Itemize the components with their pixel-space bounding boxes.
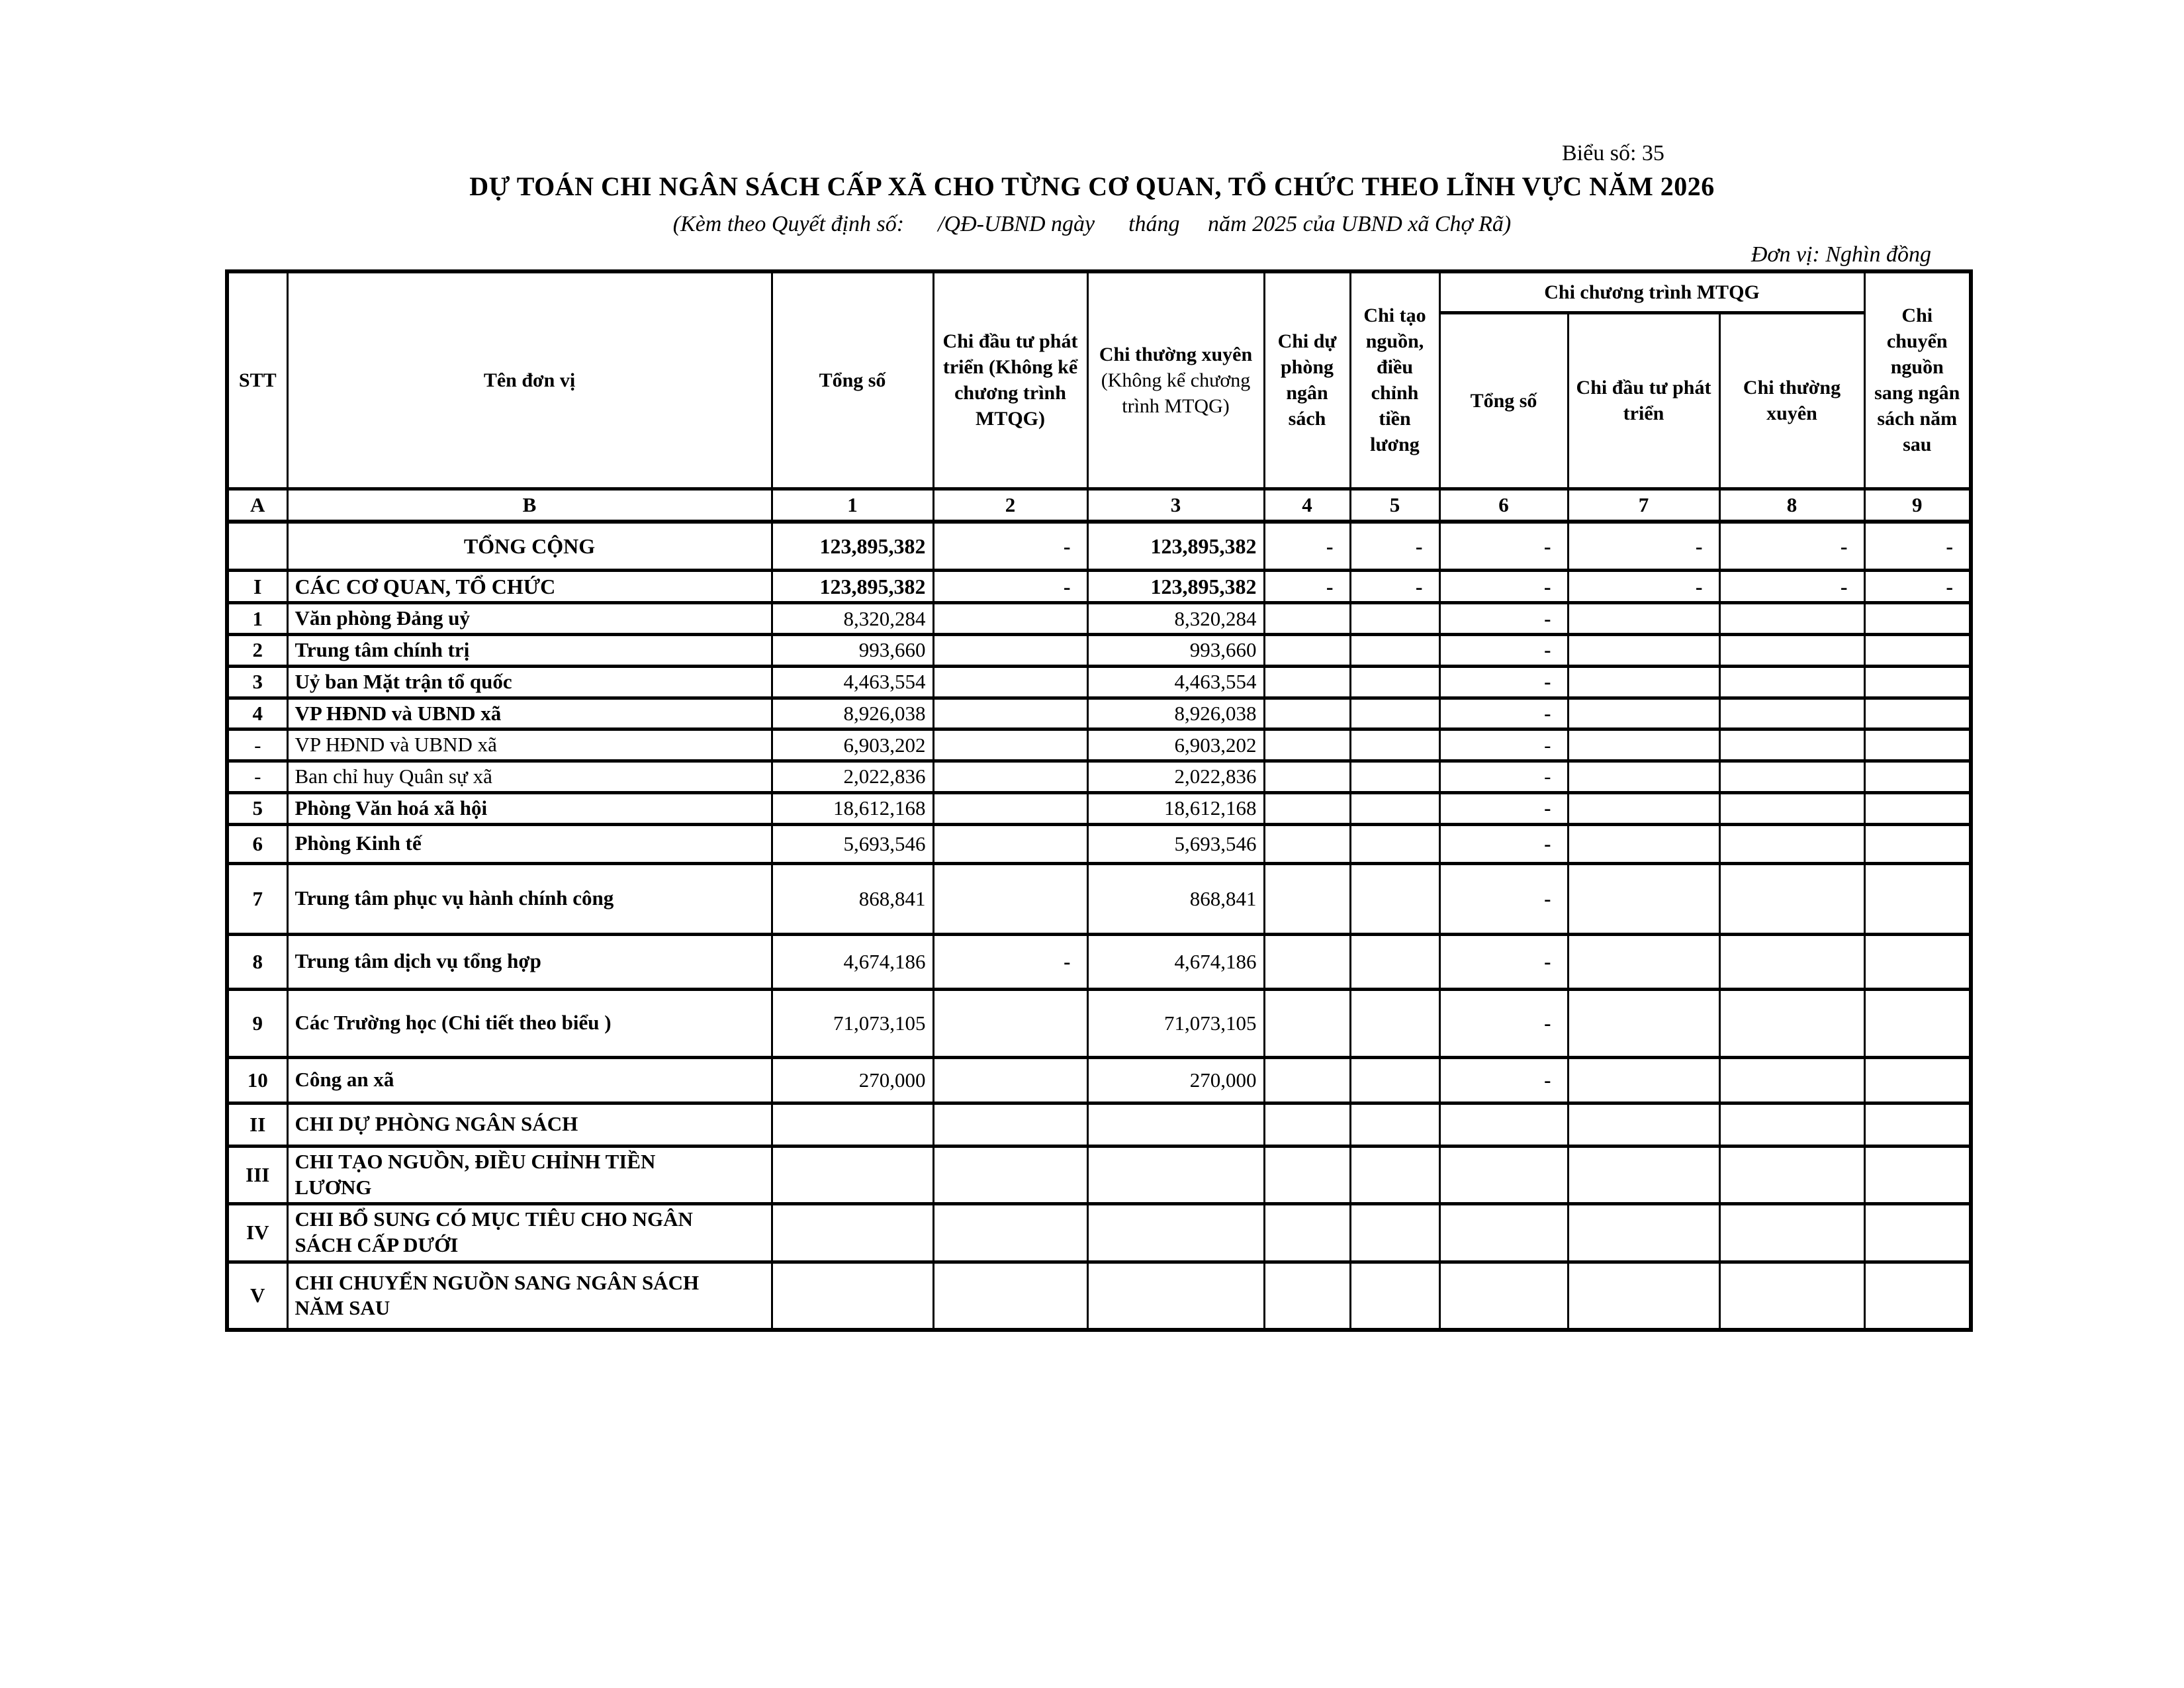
- value-cell: [1264, 1146, 1350, 1203]
- value-cell: -: [1864, 522, 1971, 571]
- value-cell: [1264, 792, 1350, 824]
- stt-cell: 3: [227, 666, 287, 698]
- value-cell: [1264, 934, 1350, 989]
- value-cell: -: [1439, 761, 1568, 793]
- unit-name-cell: CHI DỰ PHÒNG NGÂN SÁCH: [287, 1103, 772, 1146]
- value-cell: 71,073,105: [772, 989, 933, 1057]
- value-cell: [1568, 989, 1719, 1057]
- value-cell: [1087, 1203, 1264, 1262]
- value-cell: [1350, 824, 1439, 863]
- stt-cell: 4: [227, 698, 287, 729]
- value-cell: [1350, 989, 1439, 1057]
- unit-name-cell: CHI TẠO NGUỒN, ĐIỀU CHỈNH TIỀN LƯƠNG: [287, 1146, 772, 1203]
- value-cell: [933, 989, 1087, 1057]
- value-cell: [1568, 1262, 1719, 1330]
- budget-table: [225, 269, 1973, 1332]
- value-cell: [1087, 1262, 1264, 1330]
- value-cell: -: [1439, 792, 1568, 824]
- table-row: [227, 522, 1971, 571]
- value-cell: 123,895,382: [1087, 522, 1264, 571]
- col-header-chi-thuong-xuyen-bold: Chi thường xuyên: [1099, 343, 1253, 365]
- unit-name-cell: Trung tâm dịch vụ tổng hợp: [287, 934, 772, 989]
- stt-cell: V: [227, 1262, 287, 1330]
- value-cell: [772, 1203, 933, 1262]
- unit-name-cell: CHI BỔ SUNG CÓ MỤC TIÊU CHO NGÂN SÁCH CẤP DƯỚI: [287, 1203, 772, 1262]
- value-cell: [1719, 1146, 1864, 1203]
- value-cell: -: [1439, 522, 1568, 571]
- value-cell: 4,463,554: [772, 666, 933, 698]
- value-cell: [933, 698, 1087, 729]
- value-cell: [1864, 792, 1971, 824]
- value-cell: [1264, 863, 1350, 934]
- value-cell: 993,660: [1087, 635, 1264, 667]
- value-cell: 270,000: [1087, 1057, 1264, 1103]
- value-cell: 8,926,038: [1087, 698, 1264, 729]
- table-row: [227, 1103, 1971, 1146]
- value-cell: 6,903,202: [772, 729, 933, 761]
- table-row: [227, 635, 1971, 667]
- value-cell: [1264, 824, 1350, 863]
- unit-name-cell: Các Trường học (Chi tiết theo biểu ): [287, 989, 772, 1057]
- col-letter: 4: [1264, 489, 1350, 522]
- value-cell: [1350, 863, 1439, 934]
- value-cell: [933, 1203, 1087, 1262]
- stt-cell: III: [227, 1146, 287, 1203]
- value-cell: [1864, 934, 1971, 989]
- unit-name-cell: Uỷ ban Mặt trận tổ quốc: [287, 666, 772, 698]
- value-cell: -: [1439, 1057, 1568, 1103]
- value-cell: 6,903,202: [1087, 729, 1264, 761]
- unit-name-cell: Văn phòng Đảng uỷ: [287, 603, 772, 635]
- unit-name-cell: CÁC CƠ QUAN, TỔ CHỨC: [287, 571, 772, 603]
- value-cell: [1719, 989, 1864, 1057]
- value-cell: 868,841: [1087, 863, 1264, 934]
- value-cell: [933, 1146, 1087, 1203]
- value-cell: -: [1719, 522, 1864, 571]
- table-row: [227, 571, 1971, 603]
- value-cell: [1719, 1262, 1864, 1330]
- col-header-stt: STT: [227, 271, 287, 489]
- value-cell: [1568, 1146, 1719, 1203]
- col-letter: 7: [1568, 489, 1719, 522]
- table-row: [227, 1057, 1971, 1103]
- value-cell: -: [1439, 698, 1568, 729]
- table-header: [227, 271, 1971, 522]
- value-cell: 4,674,186: [772, 934, 933, 989]
- value-cell: [1719, 635, 1864, 667]
- table-row: [227, 1146, 1971, 1203]
- stt-cell: 2: [227, 635, 287, 667]
- value-cell: [1719, 1203, 1864, 1262]
- value-cell: 2,022,836: [772, 761, 933, 793]
- value-cell: 123,895,382: [772, 571, 933, 603]
- value-cell: [772, 1146, 933, 1203]
- value-cell: -: [933, 571, 1087, 603]
- value-cell: [1568, 934, 1719, 989]
- value-cell: [1568, 1057, 1719, 1103]
- stt-cell: -: [227, 761, 287, 793]
- col-letter: 3: [1087, 489, 1264, 522]
- value-cell: [933, 1103, 1087, 1146]
- col-header-chi-du-phong: Chi dự phòng ngân sách: [1264, 271, 1350, 489]
- value-cell: [1264, 666, 1350, 698]
- value-cell: 123,895,382: [772, 522, 933, 571]
- value-cell: -: [1439, 603, 1568, 635]
- value-cell: [1864, 729, 1971, 761]
- col-letter: 9: [1864, 489, 1971, 522]
- value-cell: [1350, 1057, 1439, 1103]
- value-cell: -: [933, 522, 1087, 571]
- stt-cell: I: [227, 571, 287, 603]
- table-body: [227, 522, 1971, 1330]
- stt-cell: 9: [227, 989, 287, 1057]
- value-cell: [1719, 1057, 1864, 1103]
- unit-name-cell: Trung tâm phục vụ hành chính công: [287, 863, 772, 934]
- value-cell: [1864, 666, 1971, 698]
- form-number: Biểu số: 35: [1562, 141, 1664, 165]
- table-row: [227, 792, 1971, 824]
- stt-cell: 6: [227, 824, 287, 863]
- value-cell: [1719, 729, 1864, 761]
- page-title: DỰ TOÁN CHI NGÂN SÁCH CẤP XÃ CHO TỪNG CƠ QUAN, TỔ CHỨC THEO LĨNH VỰC NĂM 2026: [469, 171, 1715, 201]
- value-cell: [1264, 1103, 1350, 1146]
- table-row: [227, 761, 1971, 793]
- value-cell: -: [1350, 571, 1439, 603]
- value-cell: [1568, 666, 1719, 698]
- col-header-mtqg-chi-dau-tu: Chi đầu tư phát triển: [1568, 312, 1719, 489]
- table-row: [227, 863, 1971, 934]
- table-row: [227, 603, 1971, 635]
- value-cell: 123,895,382: [1087, 571, 1264, 603]
- col-header-chi-tao-nguon: Chi tạo nguồn, điều chỉnh tiền lương: [1350, 271, 1439, 489]
- value-cell: [1568, 761, 1719, 793]
- value-cell: 5,693,546: [772, 824, 933, 863]
- stt-cell: II: [227, 1103, 287, 1146]
- unit-name-cell: VP HĐND và UBND xã: [287, 698, 772, 729]
- stt-cell: -: [227, 729, 287, 761]
- value-cell: [1719, 1103, 1864, 1146]
- value-cell: [1264, 635, 1350, 667]
- value-cell: [1264, 1057, 1350, 1103]
- value-cell: [1719, 698, 1864, 729]
- unit-name-cell: Trung tâm chính trị: [287, 635, 772, 667]
- value-cell: [1264, 1203, 1350, 1262]
- value-cell: -: [1439, 863, 1568, 934]
- value-cell: [1439, 1203, 1568, 1262]
- value-cell: -: [1439, 635, 1568, 667]
- stt-cell: 5: [227, 792, 287, 824]
- value-cell: -: [1264, 522, 1350, 571]
- value-cell: 4,674,186: [1087, 934, 1264, 989]
- value-cell: -: [1439, 934, 1568, 989]
- value-cell: [1350, 934, 1439, 989]
- value-cell: [933, 1262, 1087, 1330]
- value-cell: 4,463,554: [1087, 666, 1264, 698]
- value-cell: [1568, 792, 1719, 824]
- value-cell: [933, 824, 1087, 863]
- unit-name-cell: Phòng Kinh tế: [287, 824, 772, 863]
- stt-cell: [227, 522, 287, 571]
- value-cell: [1350, 792, 1439, 824]
- value-cell: [933, 603, 1087, 635]
- value-cell: [1719, 761, 1864, 793]
- value-cell: [1864, 761, 1971, 793]
- value-cell: -: [1568, 522, 1719, 571]
- header-row-group: [227, 271, 1971, 312]
- col-letter: 1: [772, 489, 933, 522]
- col-letter: 6: [1439, 489, 1568, 522]
- value-cell: [1719, 666, 1864, 698]
- value-cell: [1864, 1146, 1971, 1203]
- value-cell: [772, 1262, 933, 1330]
- table-row: [227, 934, 1971, 989]
- unit-name-cell: TỔNG CỘNG: [287, 522, 772, 571]
- value-cell: [933, 635, 1087, 667]
- value-cell: -: [1439, 571, 1568, 603]
- value-cell: [933, 666, 1087, 698]
- value-cell: -: [1439, 824, 1568, 863]
- value-cell: [1568, 1103, 1719, 1146]
- value-cell: [1719, 824, 1864, 863]
- col-header-chi-dau-tu: Chi đầu tư phát triển (Không kể chương trình MTQG): [933, 271, 1087, 489]
- value-cell: [1439, 1103, 1568, 1146]
- col-letter: 2: [933, 489, 1087, 522]
- value-cell: [1864, 863, 1971, 934]
- col-letter: B: [287, 489, 772, 522]
- col-header-mtqg-tong-so: Tổng số: [1439, 312, 1568, 489]
- value-cell: [1087, 1146, 1264, 1203]
- col-header-mtqg-chi-thuong-xuyen: Chi thường xuyên: [1719, 312, 1864, 489]
- value-cell: [1568, 1203, 1719, 1262]
- value-cell: [1864, 1057, 1971, 1103]
- value-cell: [1864, 989, 1971, 1057]
- value-cell: 18,612,168: [1087, 792, 1264, 824]
- stt-cell: 10: [227, 1057, 287, 1103]
- value-cell: 8,926,038: [772, 698, 933, 729]
- value-cell: [1568, 603, 1719, 635]
- table-row: [227, 729, 1971, 761]
- value-cell: 270,000: [772, 1057, 933, 1103]
- table-row: [227, 989, 1971, 1057]
- value-cell: [1864, 635, 1971, 667]
- table-row: [227, 698, 1971, 729]
- value-cell: 18,612,168: [772, 792, 933, 824]
- value-cell: [1864, 1203, 1971, 1262]
- table-row: [227, 1262, 1971, 1330]
- value-cell: 5,693,546: [1087, 824, 1264, 863]
- col-letter: 5: [1350, 489, 1439, 522]
- value-cell: [1568, 635, 1719, 667]
- value-cell: [1350, 729, 1439, 761]
- col-header-ten-don-vi: Tên đơn vị: [287, 271, 772, 489]
- value-cell: [1087, 1103, 1264, 1146]
- value-cell: [1264, 698, 1350, 729]
- value-cell: [1439, 1262, 1568, 1330]
- value-cell: [1264, 761, 1350, 793]
- value-cell: -: [1719, 571, 1864, 603]
- table-row: [227, 1203, 1971, 1262]
- value-cell: -: [1264, 571, 1350, 603]
- value-cell: [1264, 603, 1350, 635]
- value-cell: 868,841: [772, 863, 933, 934]
- value-cell: [933, 863, 1087, 934]
- unit-note: Đơn vị: Nghìn đồng: [1751, 242, 1931, 267]
- value-cell: [1350, 1262, 1439, 1330]
- value-cell: [1350, 603, 1439, 635]
- value-cell: [1568, 824, 1719, 863]
- value-cell: [1264, 1262, 1350, 1330]
- stt-cell: 7: [227, 863, 287, 934]
- value-cell: [1350, 1203, 1439, 1262]
- value-cell: [1350, 666, 1439, 698]
- header-row-letters: [227, 489, 1971, 522]
- value-cell: [1719, 603, 1864, 635]
- value-cell: [1568, 729, 1719, 761]
- value-cell: 8,320,284: [772, 603, 933, 635]
- table-row: [227, 666, 1971, 698]
- value-cell: [1719, 934, 1864, 989]
- value-cell: 8,320,284: [1087, 603, 1264, 635]
- value-cell: -: [1864, 571, 1971, 603]
- value-cell: [1264, 729, 1350, 761]
- value-cell: [1864, 698, 1971, 729]
- value-cell: [1864, 824, 1971, 863]
- unit-name-cell: Công an xã: [287, 1057, 772, 1103]
- value-cell: -: [1439, 989, 1568, 1057]
- value-cell: [933, 761, 1087, 793]
- stt-cell: IV: [227, 1203, 287, 1262]
- value-cell: [1264, 989, 1350, 1057]
- value-cell: [1864, 1262, 1971, 1330]
- unit-name-cell: VP HĐND và UBND xã: [287, 729, 772, 761]
- value-cell: [1719, 792, 1864, 824]
- value-cell: -: [933, 934, 1087, 989]
- col-header-tong-so: Tổng số: [772, 271, 933, 489]
- value-cell: [933, 792, 1087, 824]
- unit-name-cell: Phòng Văn hoá xã hội: [287, 792, 772, 824]
- page-subtitle: (Kèm theo Quyết định số: /QĐ-UBND ngày tháng năm 2025 của UBND xã Chợ Rã): [672, 212, 1512, 236]
- value-cell: 2,022,836: [1087, 761, 1264, 793]
- value-cell: [1350, 635, 1439, 667]
- value-cell: [772, 1103, 933, 1146]
- value-cell: [1350, 1103, 1439, 1146]
- value-cell: -: [1568, 571, 1719, 603]
- col-letter: A: [227, 489, 287, 522]
- value-cell: [933, 729, 1087, 761]
- value-cell: [1864, 603, 1971, 635]
- value-cell: 71,073,105: [1087, 989, 1264, 1057]
- value-cell: -: [1439, 729, 1568, 761]
- value-cell: -: [1439, 666, 1568, 698]
- stt-cell: 1: [227, 603, 287, 635]
- unit-name-cell: CHI CHUYỂN NGUỒN SANG NGÂN SÁCH NĂM SAU: [287, 1262, 772, 1330]
- value-cell: [1568, 698, 1719, 729]
- stt-cell: 8: [227, 934, 287, 989]
- value-cell: [1568, 863, 1719, 934]
- value-cell: 993,660: [772, 635, 933, 667]
- value-cell: [1719, 863, 1864, 934]
- value-cell: [1439, 1146, 1568, 1203]
- col-header-mtqg-group: Chi chương trình MTQG: [1439, 271, 1864, 312]
- col-header-chi-chuyen-nguon: Chi chuyển nguồn sang ngân sách năm sau: [1864, 271, 1971, 489]
- col-header-chi-thuong-xuyen: [1087, 271, 1264, 489]
- value-cell: [1350, 1146, 1439, 1203]
- value-cell: [1350, 761, 1439, 793]
- col-header-chi-thuong-xuyen-note: (Không kể chương trình MTQG): [1101, 369, 1251, 417]
- table-row: [227, 824, 1971, 863]
- col-letter: 8: [1719, 489, 1864, 522]
- value-cell: -: [1350, 522, 1439, 571]
- value-cell: [933, 1057, 1087, 1103]
- value-cell: [1864, 1103, 1971, 1146]
- unit-name-cell: Ban chỉ huy Quân sự xã: [287, 761, 772, 793]
- value-cell: [1350, 698, 1439, 729]
